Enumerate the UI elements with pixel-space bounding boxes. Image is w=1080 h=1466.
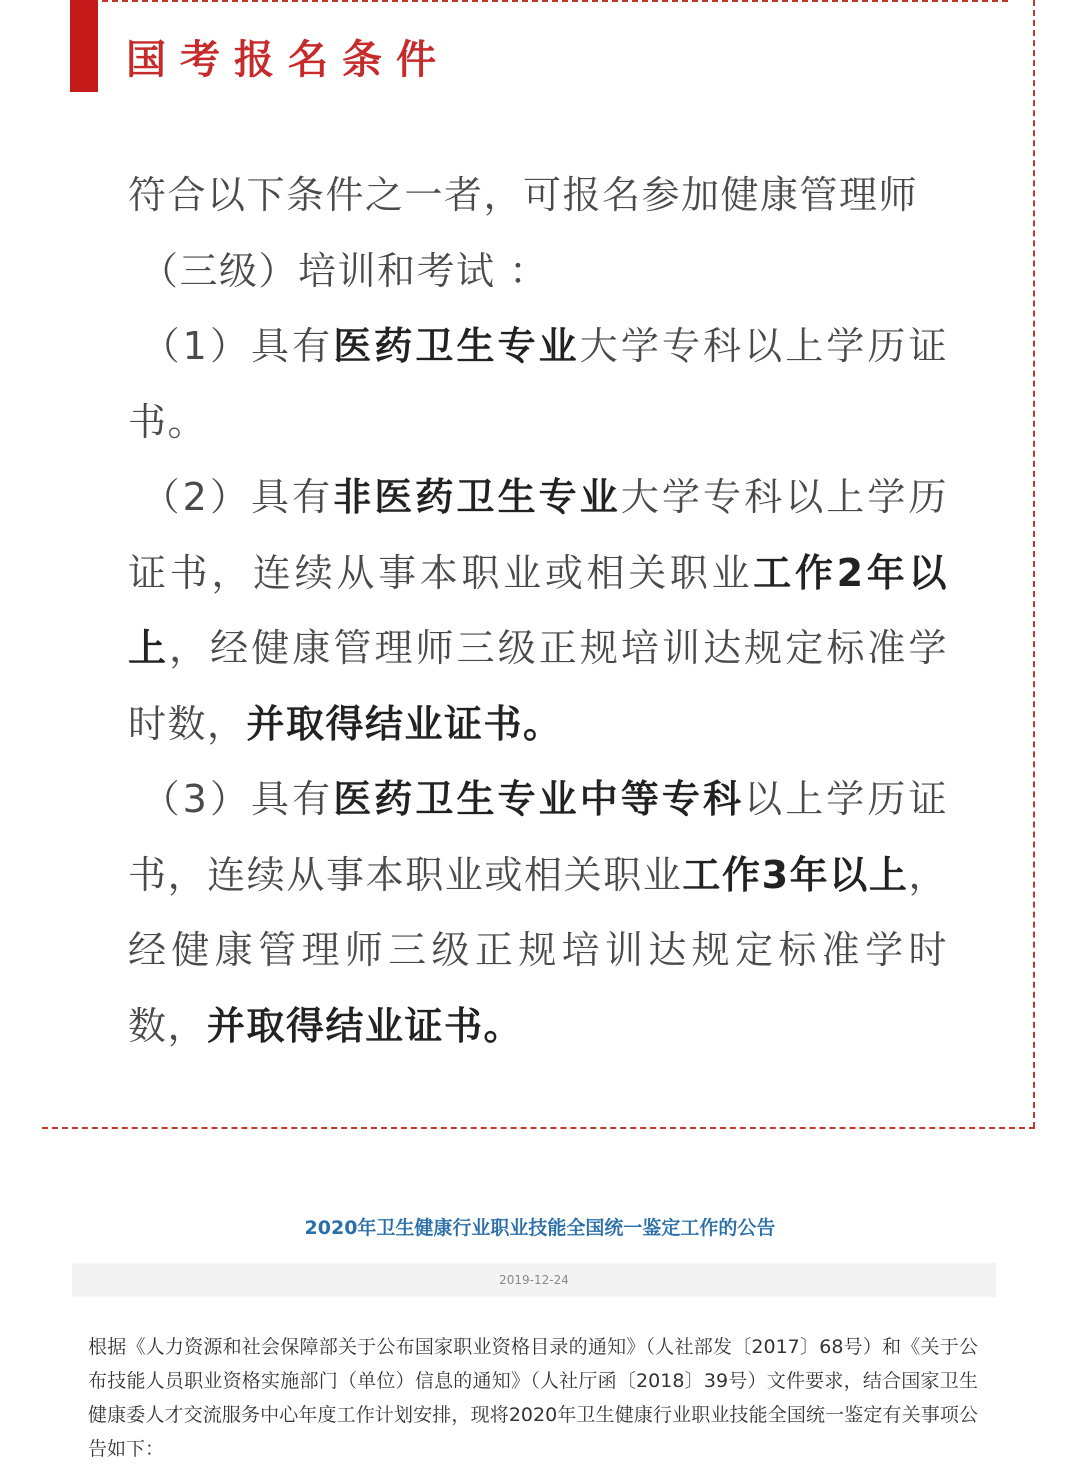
condition-2-text: 大学专科以上学历证书，连续从事本职业或相关职业: [128, 475, 948, 595]
condition-2-bold-cert: 并取得结业证书。: [246, 701, 563, 746]
condition-1-text: 大学专科以上学历证书。: [128, 324, 948, 444]
intro-paragraph: [128, 158, 948, 309]
card-top-border: [72, 0, 1008, 6]
notice-date: 2019-12-24: [499, 1273, 569, 1287]
condition-3: [128, 762, 948, 1064]
condition-2-bold-years: 工作2年以上: [128, 550, 948, 670]
intro-line-1: 符合以下条件之一者，可报名参加健康管理师: [128, 173, 919, 217]
card-right-border: [1033, 0, 1035, 1128]
conditions-body: [128, 158, 948, 1064]
notice-body: [88, 1330, 978, 1466]
condition-3-bold-major: 医药卫生专业中等专科: [333, 777, 745, 821]
intro-line-2: （三级）培训和考试 ：: [140, 248, 549, 293]
condition-1: [128, 309, 948, 460]
condition-3-bold-cert: 并取得结业证书。: [207, 1003, 524, 1048]
condition-3-text: 以上学历证书，连续从事本职业或相关职业: [128, 777, 948, 897]
condition-2-bold-major: 非医药卫生专业: [333, 475, 621, 519]
condition-2-text-2: ，经健康管理师三级正规培训达规定标准学时数，: [128, 626, 948, 746]
notice-title[interactable]: 2020年卫生健康行业职业技能全国统一鉴定工作的公告: [304, 1217, 776, 1239]
section-title: 国考报名条件: [126, 37, 450, 83]
condition-3-text-2: ，经健康管理师三级正规培训达规定标准学时数，: [128, 852, 948, 1048]
title-accent-bar: [70, 0, 98, 92]
notice-paragraph: 根据《人力资源和社会保障部关于公布国家职业资格目录的通知》（人社部发〔2017〕68号）和《关于公布技能人员职业资格实施部门（单位）信息的通知》（人社厅函〔2018〕39号）文件要求，结合国家卫生健康委人才交流服务中心年度工作计划安排，现将2020年卫生健康行业职业技能全国统一鉴定有关事项公告如下：: [88, 1336, 978, 1460]
card-bottom-border: [42, 1127, 1035, 1129]
condition-2: [128, 460, 948, 762]
condition-2-prefix: （2）具有: [140, 475, 334, 519]
notice-date-strip: [72, 1263, 996, 1297]
condition-3-bold-years: 工作3年以上: [682, 852, 909, 897]
condition-1-prefix: （1）具有: [140, 324, 334, 368]
condition-1-bold: 医药卫生专业: [333, 324, 580, 368]
condition-3-prefix: （3）具有: [140, 777, 334, 821]
